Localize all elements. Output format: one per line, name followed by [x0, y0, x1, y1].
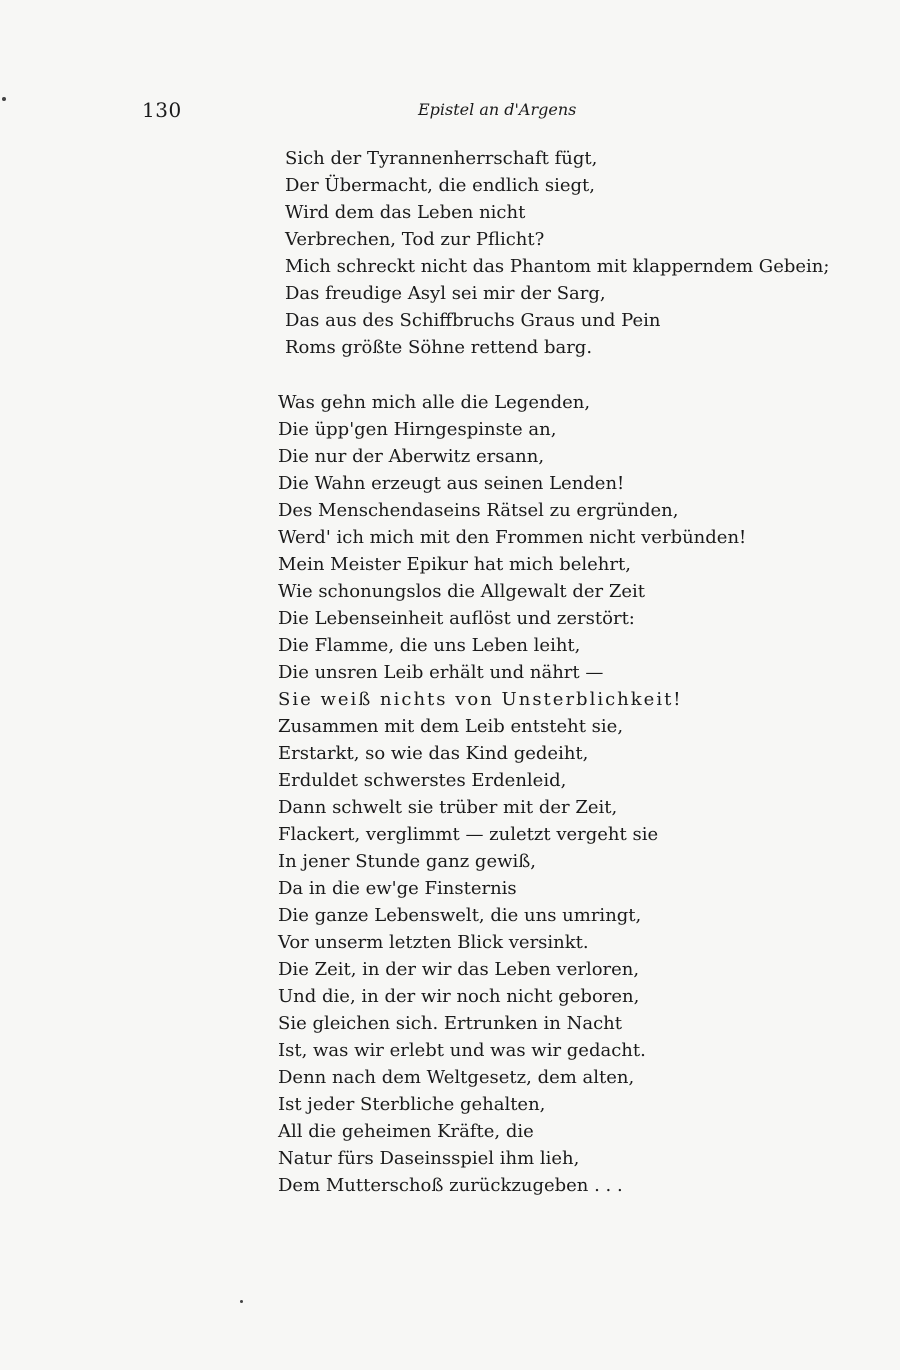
verse-line: Was gehn mich alle die Legenden,: [278, 392, 591, 413]
verse-line: Mich schreckt nicht das Phantom mit klapperndem Gebein;: [285, 256, 830, 277]
verse-line: Die Zeit, in der wir das Leben verloren,: [278, 959, 640, 980]
verse-line: Sie gleichen sich. Ertrunken in Nacht: [278, 1013, 623, 1034]
verse-line: Das freudige Asyl sei mir der Sarg,: [285, 283, 606, 304]
verse-line: Mein Meister Epikur hat mich belehrt,: [278, 554, 631, 575]
verse-line: Verbrechen, Tod zur Pflicht?: [285, 229, 545, 250]
verse-line: Die nur der Aberwitz ersann,: [278, 446, 545, 467]
verse-line: Da in die ew'ge Finsternis: [278, 878, 517, 899]
verse-line: Die üpp'gen Hirngespinste an,: [278, 419, 557, 440]
verse-line: All die geheimen Kräfte, die: [278, 1121, 534, 1142]
verse-line: Ist jeder Sterbliche gehalten,: [278, 1094, 546, 1115]
running-title: Epistel an d'Argens: [418, 100, 577, 119]
verse-line: Die unsren Leib erhält und nährt —: [278, 662, 604, 683]
verse-line: Zusammen mit dem Leib entsteht sie,: [278, 716, 624, 737]
print-speck: [2, 97, 6, 101]
verse-line: Der Übermacht, die endlich siegt,: [285, 175, 595, 196]
verse-line: Werd' ich mich mit den Frommen nicht verbünden!: [278, 527, 747, 548]
verse-line: Das aus des Schiffbruchs Graus und Pein: [285, 310, 661, 331]
verse-line: Denn nach dem Weltgesetz, dem alten,: [278, 1067, 635, 1088]
verse-line: In jener Stunde ganz gewiß,: [278, 851, 537, 872]
verse-line: Vor unserm letzten Blick versinkt.: [278, 932, 589, 953]
verse-line: Die Wahn erzeugt aus seinen Lenden!: [278, 473, 625, 494]
verse-line: Wie schonungslos die Allgewalt der Zeit: [278, 581, 645, 602]
stanza-2: [278, 389, 746, 1199]
print-speck: [240, 1300, 243, 1303]
verse-line: Die ganze Lebenswelt, die uns umringt,: [278, 905, 642, 926]
verse-line: Roms größte Söhne rettend barg.: [285, 337, 593, 358]
page-number: 130: [142, 98, 182, 122]
verse-line: Wird dem das Leben nicht: [285, 202, 526, 223]
verse-line: Ist, was wir erlebt und was wir gedacht.: [278, 1040, 646, 1061]
verse-line: Dann schwelt sie trüber mit der Zeit,: [278, 797, 618, 818]
verse-line: Natur fürs Daseinsspiel ihm lieh,: [278, 1148, 580, 1169]
verse-line: Erstarkt, so wie das Kind gedeiht,: [278, 743, 589, 764]
stanza-1: [285, 145, 829, 361]
verse-line: Des Menschendaseins Rätsel zu ergründen,: [278, 500, 679, 521]
verse-line: Flackert, verglimmt — zuletzt vergeht sie: [278, 824, 659, 845]
verse-line: Sich der Tyrannenherrschaft fügt,: [285, 148, 598, 169]
verse-line: Erduldet schwerstes Erdenleid,: [278, 770, 567, 791]
verse-line: Und die, in der wir noch nicht geboren,: [278, 986, 640, 1007]
verse-line-emphasized: Sie weiß nichts von Unsterblichkeit!: [278, 689, 683, 710]
verse-line: Die Flamme, die uns Leben leiht,: [278, 635, 581, 656]
verse-line: Die Lebenseinheit auflöst und zerstört:: [278, 608, 635, 629]
verse-line: Dem Mutterschoß zurückzugeben . . .: [278, 1175, 623, 1196]
